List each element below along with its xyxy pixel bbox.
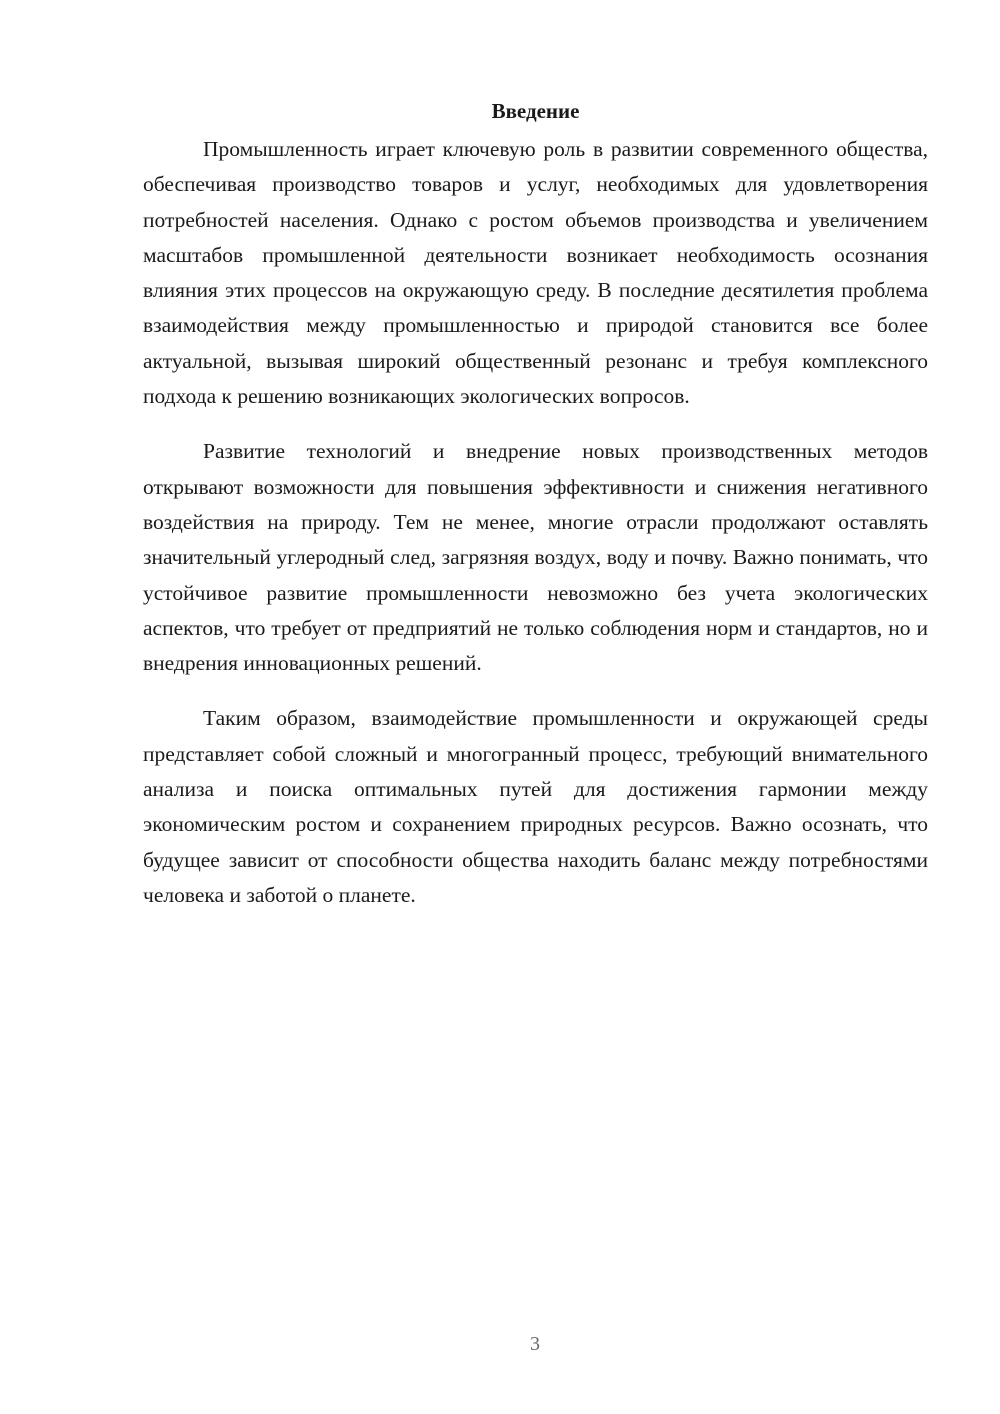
paragraph-3: Таким образом, взаимодействие промышленности и окружающей среды представляет собой сложный и многогранный процесс, требующий внимательного анализа и поиска оптимальных путей для достижения гармонии между экономическим ростом и сохранением природных ресурсов. Важно осознать, что будущее зависит от способности общества находить баланс между потребностями человека и заботой о планете. bbox=[143, 706, 928, 907]
page-number: 3 bbox=[530, 1333, 540, 1355]
paragraph-2: Развитие технологий и внедрение новых производственных методов открывают возможности для повышения эффективности и снижения негативного воздействия на природу. Тем не менее, многие отрасли продолжают оставлять значительный углеродный след, загрязняя воздух, воду и почву. Важно понимать, что устойчивое развитие промышленности невозможно без учета экологических аспектов, что требует от предприятий не только соблюдения норм и стандартов, но и внедрения инновационных решений. bbox=[143, 439, 928, 676]
page-content bbox=[143, 96, 928, 933]
paragraph-1: Промышленность играет ключевую роль в развитии современного общества, обеспечивая производство товаров и услуг, необходимых для удовлетворения потребностей населения. Однако с ростом объемов производства и увеличением масштабов промышленной деятельности возникает необходимость осознания влияния этих процессов на окружающую среду. В последние десятилетия проблема взаимодействия между промышленностью и природой становится все более актуальной, вызывая широкий общественный резонанс и требуя комплексного подхода к решению возникающих экологических вопросов. bbox=[143, 137, 928, 409]
section-title: Введение bbox=[491, 99, 580, 123]
